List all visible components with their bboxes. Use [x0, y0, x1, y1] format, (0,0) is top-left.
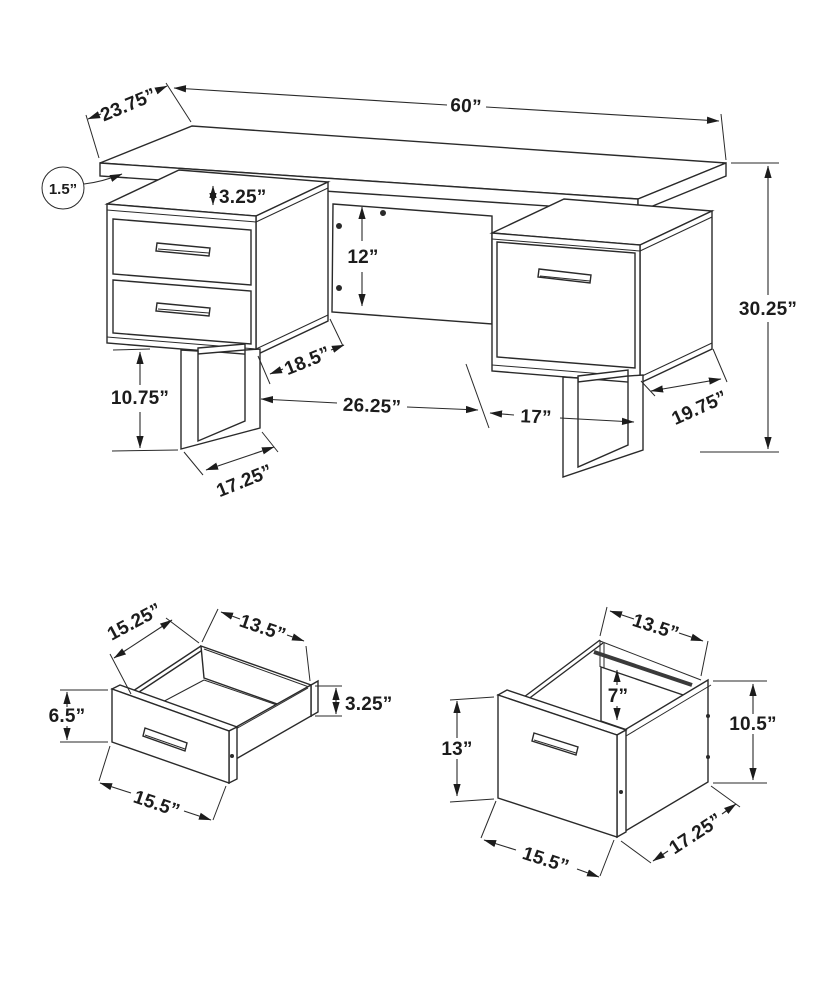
dim-line	[577, 869, 599, 877]
small-drawer-left-wall	[133, 646, 204, 694]
dim-line	[486, 107, 719, 121]
dim-label-right-leg-span: 17”	[519, 406, 552, 429]
screw-icon	[619, 790, 623, 794]
dim-label-front-width: 15.5”	[519, 843, 572, 878]
dim-label-side-height: 3.25”	[345, 694, 393, 715]
dim-line	[722, 804, 736, 814]
small-drawer-dimensions	[49, 599, 393, 822]
dim-line	[484, 840, 516, 850]
dim-line	[270, 369, 283, 374]
desk-figure	[42, 83, 797, 502]
dim-label-back-panel-height: 12”	[347, 247, 379, 268]
dim-line	[100, 783, 131, 793]
dim-label-drawer-depth: 17.25”	[665, 809, 726, 859]
file-drawer-left-wall	[520, 640, 603, 703]
screw-icon	[230, 754, 234, 758]
left-leg	[181, 344, 260, 449]
dim-label-knee-clearance: 26.25”	[342, 394, 402, 419]
ext-lines	[315, 686, 342, 716]
dim-line	[610, 611, 634, 619]
dim-label-rail-height: 7”	[607, 686, 629, 707]
dim-line	[88, 114, 101, 119]
screw-icon	[336, 285, 342, 291]
screw-icon	[706, 755, 710, 759]
small-drawer-figure	[49, 599, 393, 822]
dim-label-right-pedestal-depth: 19.75”	[668, 386, 731, 430]
dim-label-side-height: 10.5”	[729, 714, 777, 735]
left-leg-frame	[181, 349, 260, 449]
dim-line	[679, 633, 703, 641]
dim-line	[156, 86, 167, 91]
dim-label-pedestal-gap: 3.25”	[219, 187, 267, 208]
dim-label-front-height: 6.5”	[48, 706, 86, 727]
dim-line	[174, 88, 447, 105]
dim-label-back-width: 13.5”	[236, 610, 289, 647]
dim-label-overall-height: 30.25”	[738, 299, 798, 320]
dim-line	[221, 612, 240, 619]
screw-icon	[336, 223, 342, 229]
file-drawer-front-side	[617, 730, 626, 837]
file-drawer-front	[497, 242, 635, 368]
dim-label-front-height: 13”	[441, 739, 473, 760]
dim-line	[331, 345, 344, 350]
dim-line	[287, 635, 304, 641]
file-drawer-front	[498, 695, 617, 837]
dim-line	[184, 811, 211, 820]
dim-label-back-width: 13.5”	[629, 610, 682, 645]
dim-label-top-depth: 23.75”	[97, 84, 160, 127]
screw-icon	[380, 210, 386, 216]
dim-line	[490, 413, 514, 415]
dim-label-top-width: 60”	[449, 95, 483, 118]
screw-icon	[706, 714, 710, 718]
dim-line	[261, 399, 337, 403]
dim-label-front-width: 15.5”	[130, 786, 183, 823]
dim-label-leg-height: 10.75”	[110, 388, 170, 409]
right-leg-frame	[563, 375, 643, 477]
dim-label-pedestal-depth: 18.5”	[281, 342, 334, 381]
file-drawer-figure	[441, 607, 776, 878]
ext-lines	[466, 364, 489, 428]
dim-label-top-thickness: 1.5”	[48, 181, 78, 198]
dim-line	[653, 851, 668, 861]
right-pedestal	[492, 199, 712, 383]
dim-label-drawer-depth: 15.25”	[104, 599, 166, 646]
dim-label-left-leg-depth: 17.25”	[213, 460, 276, 503]
left-pedestal	[107, 170, 328, 355]
dim-line	[407, 407, 478, 410]
dim-line	[651, 379, 721, 391]
right-leg	[563, 370, 643, 477]
